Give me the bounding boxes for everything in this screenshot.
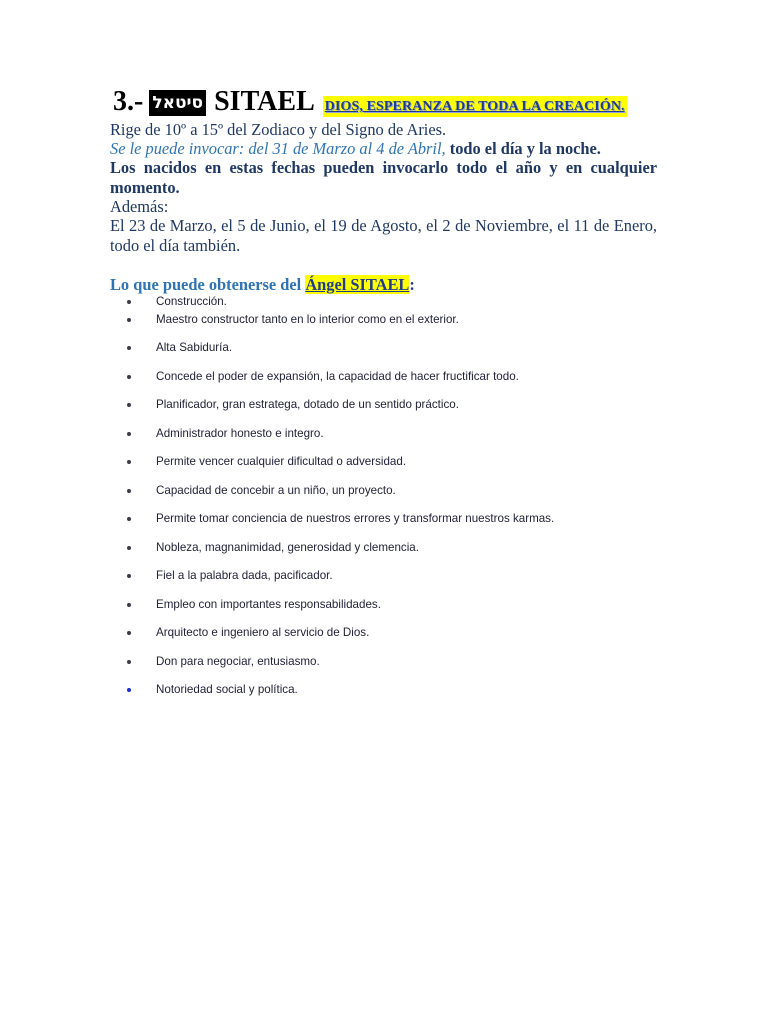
- bullet-icon: [127, 688, 131, 692]
- bullet-icon: [127, 631, 131, 635]
- bullet-icon: [127, 318, 131, 322]
- title-line: [113, 86, 627, 118]
- bullet-icon: [127, 460, 131, 464]
- bullet-icon: [127, 517, 131, 521]
- title-number: 3.-: [113, 86, 144, 117]
- bullet-icon: [127, 346, 131, 350]
- bullet-icon: [127, 432, 131, 436]
- section-heading-highlight: Ángel SITAEL: [305, 275, 410, 294]
- section-heading: [110, 275, 415, 295]
- extra-dates-paragraph: El 23 de Marzo, el 5 de Junio, el 19 de Agosto, el 2 de Noviembre, el 11 de Enero, todo el día también.: [110, 216, 657, 255]
- section-heading-prefix: Lo que puede obtenerse del: [110, 275, 306, 294]
- bullet-icon: [127, 574, 131, 578]
- invocation-time: todo el día y la noche.: [445, 139, 601, 158]
- bullet-icon: [127, 660, 131, 664]
- section-heading-suffix: :: [409, 275, 415, 294]
- bullet-icon: [127, 603, 131, 607]
- document-page: 3.- סיטאל SITAEL DIOS, ESPERANZA DE TODA LA CREACIÓN. Rige de 10º a 15º del Zodiaco y del Signo de Aries. Se le puede invocar: del 31 de Marzo al 4 de Abril, todo el día y la noche. Los nacidos en estas fechas pueden invocarlo todo el año y en cualquier momento. Además: El 23 de Marzo, el 5 de Junio, el 19 de Agosto, el 2 de Noviembre, el 11 de Enero, todo el día también. Lo que puede obtenerse del Ángel SITAEL: Construcción. Maestro constructor tanto en lo interior como en el exterior. Alta Sabiduría. Concede el poder de expansión, la capacidad de hacer fructificar todo. Planificador, gran estratega, dotado de un sentido práctico. Administrador honesto e integro. Permite vencer cualquier dificultad o adversidad. Capacidad de concebir a un niño, un proyecto. Permite tomar conciencia de nuestros errores y transformar nuestros karmas. Nobleza, magnanimidad, generosidad y clemencia. Fiel a la palabra dada, pacificador. Empleo con importantes responsabilidades. Arquitecto e ingeniero al servicio de Dios. Don para negociar, entusiasmo. Notoriedad social y política.: [110, 86, 657, 696]
- hebrew-name-box: סיטאל: [149, 90, 206, 116]
- title-subtitle: DIOS, ESPERANZA DE TODA LA CREACIÓN.: [323, 96, 627, 117]
- invocation-line: [110, 139, 657, 159]
- bullet-icon: [127, 375, 131, 379]
- bullet-icon: [127, 546, 131, 550]
- bullet-icon: [127, 403, 131, 407]
- angel-name: SITAEL: [214, 86, 315, 117]
- invocation-dates: Se le puede invocar: del 31 de Marzo al 4 de Abril,: [110, 139, 446, 158]
- bullet-icon: [127, 489, 131, 493]
- ademas-label: Además:: [110, 197, 169, 216]
- zodiac-line: Rige de 10º a 15º del Zodiaco y del Signo de Aries.: [110, 120, 447, 139]
- bullet-icon: [127, 300, 131, 304]
- born-paragraph: Los nacidos en estas fechas pueden invocarlo todo el año y en cualquier momento.: [110, 158, 657, 197]
